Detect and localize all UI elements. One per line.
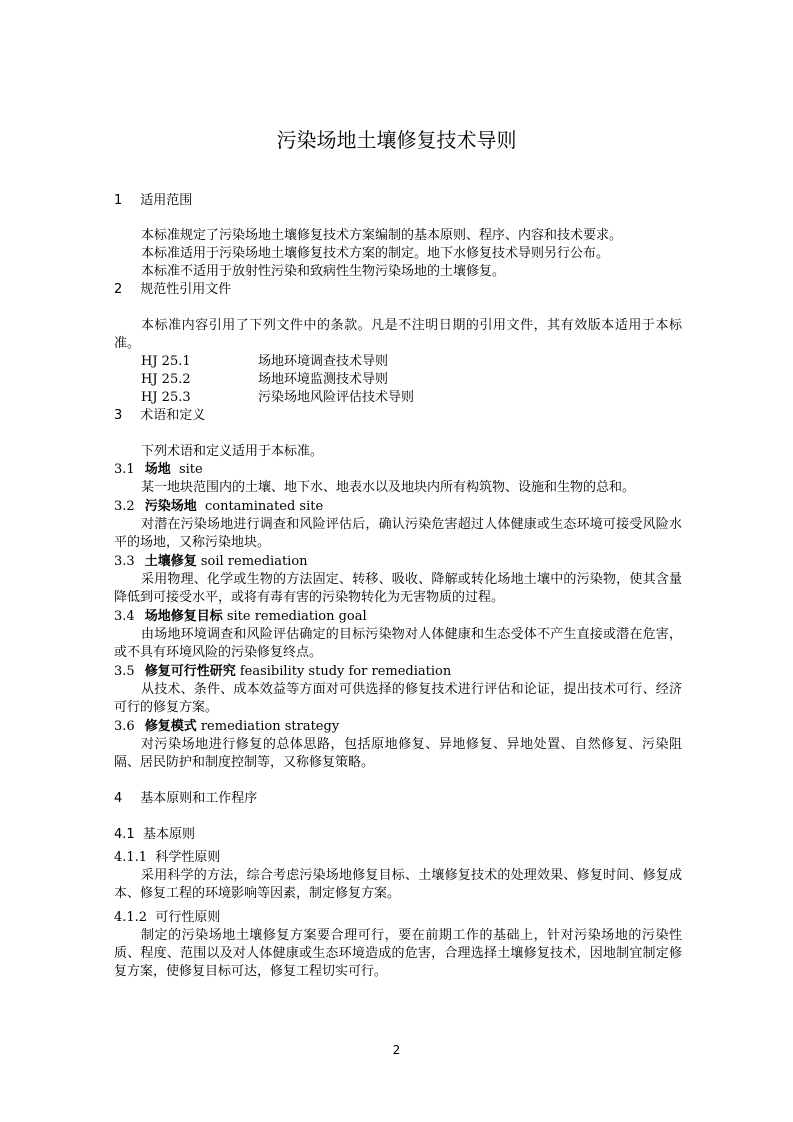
page-number: 2 bbox=[392, 1043, 401, 1057]
section-title: 基本原则和工作程序 bbox=[140, 791, 258, 806]
section-1-heading bbox=[114, 192, 192, 210]
term-heading: 3.5 修复可行性研究 feasibility study for remediation bbox=[114, 664, 452, 679]
term-definition: 从技术、条件、成本效益等方面对可供选择的修复技术进行评估和论证，提出技术可行、经济可行的修复方案。 bbox=[114, 682, 682, 715]
term-cn: 场地 bbox=[144, 462, 171, 477]
section-2-heading bbox=[114, 281, 231, 299]
term-heading: 3.2 污染场地 contaminated site bbox=[114, 499, 324, 514]
term-heading: 3.4 场地修复目标 site remediation goal bbox=[114, 609, 367, 624]
term-en: site remediation goal bbox=[226, 609, 367, 624]
section-title: 术语和定义 bbox=[140, 408, 206, 423]
paragraph: 本标准规定了污染场地土壤修复技术方案编制的基本原则、程序、内容和技术要求。 bbox=[141, 228, 623, 243]
term-definition: 对污染场地进行修复的总体思路，包括原地修复、异地修复、异地处置、自然修复、污染阻隔、居民防护和制度控制等，又称修复策略。 bbox=[114, 737, 682, 770]
term-definition: 由场地环境调查和风险评估确定的目标污染物对人体健康和生态受体不产生直接或潜在危害，或不具有环境风险的污染修复终点。 bbox=[114, 627, 682, 660]
paragraph: 采用科学的方法，综合考虑污染场地修复目标、土壤修复技术的处理效果、修复时间、修复成本、修复工程的环境影响等因素，制定修复方案。 bbox=[114, 868, 682, 901]
reference-name: 场地环境监测技术导则 bbox=[258, 372, 389, 387]
term-definition: 对潜在污染场地进行调查和风险评估后，确认污染危害超过人体健康或生态环境可接受风险水平的场地，又称污染地块。 bbox=[114, 517, 682, 550]
reference-code: HJ 25.3 bbox=[141, 390, 191, 405]
reference-code: HJ 25.1 bbox=[141, 354, 191, 369]
section-number: 2 bbox=[114, 282, 123, 297]
term-cn: 土壤修复 bbox=[144, 554, 197, 569]
term-cn: 修复模式 bbox=[144, 719, 197, 734]
paragraph: 本标准不适用于放射性污染和致病性生物污染场地的土壤修复。 bbox=[141, 264, 506, 279]
paragraph: 本标准适用于污染场地土壤修复技术方案的制定。地下水修复技术导则另行公布。 bbox=[141, 246, 610, 261]
reference-code: HJ 25.2 bbox=[141, 372, 191, 387]
subsection-4-1-2-heading: 4.1.2 可行性原则 bbox=[114, 910, 221, 925]
section-3-heading bbox=[114, 407, 205, 425]
paragraph: 本标准内容引用了下列文件中的条款。凡是不注明日期的引用文件，其有效版本适用于本标准。 bbox=[114, 318, 682, 351]
paragraph: 下列术语和定义适用于本标准。 bbox=[141, 444, 324, 459]
section-title: 规范性引用文件 bbox=[140, 282, 232, 297]
term-heading: 3.1 场地 site bbox=[114, 462, 203, 477]
term-en: soil remediation bbox=[200, 554, 308, 569]
paragraph: 制定的污染场地土壤修复方案要合理可行，要在前期工作的基础上，针对污染场地的污染性质、程度、范围以及对人体健康或生态环境造成的危害，合理选择土壤修复技术，因地制宜制定修复方案，使修复目标可达，修复工程切实可行。 bbox=[114, 928, 682, 979]
subsection-4-1-1-heading: 4.1.1 科学性原则 bbox=[114, 850, 221, 865]
term-en: contaminated site bbox=[204, 499, 324, 514]
section-number: 1 bbox=[114, 193, 123, 208]
term-en: remediation strategy bbox=[200, 719, 340, 734]
subsection-4-1-heading: 4.1 基本原则 bbox=[114, 827, 195, 842]
reference-name: 场地环境调查技术导则 bbox=[258, 354, 389, 369]
section-number: 3 bbox=[114, 408, 123, 423]
section-title: 适用范围 bbox=[140, 193, 193, 208]
document-title: 污染场地土壤修复技术导则 bbox=[276, 128, 517, 152]
term-cn: 场地修复目标 bbox=[144, 609, 223, 624]
term-cn: 修复可行性研究 bbox=[144, 664, 236, 679]
term-cn: 污染场地 bbox=[144, 499, 197, 514]
term-definition: 某一地块范围内的土壤、地下水、地表水以及地块内所有构筑物、设施和生物的总和。 bbox=[141, 480, 636, 495]
term-heading: 3.3 土壤修复 soil remediation bbox=[114, 554, 308, 569]
term-en: site bbox=[178, 462, 203, 477]
section-number: 4 bbox=[114, 791, 123, 806]
term-heading: 3.6 修复模式 remediation strategy bbox=[114, 719, 340, 734]
section-4-heading bbox=[114, 790, 257, 808]
term-definition: 采用物理、化学或生物的方法固定、转移、吸收、降解或转化场地土壤中的污染物，使其含量降低到可接受水平，或将有毒有害的污染物转化为无害物质的过程。 bbox=[114, 572, 682, 605]
term-en: feasibility study for remediation bbox=[239, 664, 452, 679]
reference-name: 污染场地风险评估技术导则 bbox=[258, 390, 415, 405]
